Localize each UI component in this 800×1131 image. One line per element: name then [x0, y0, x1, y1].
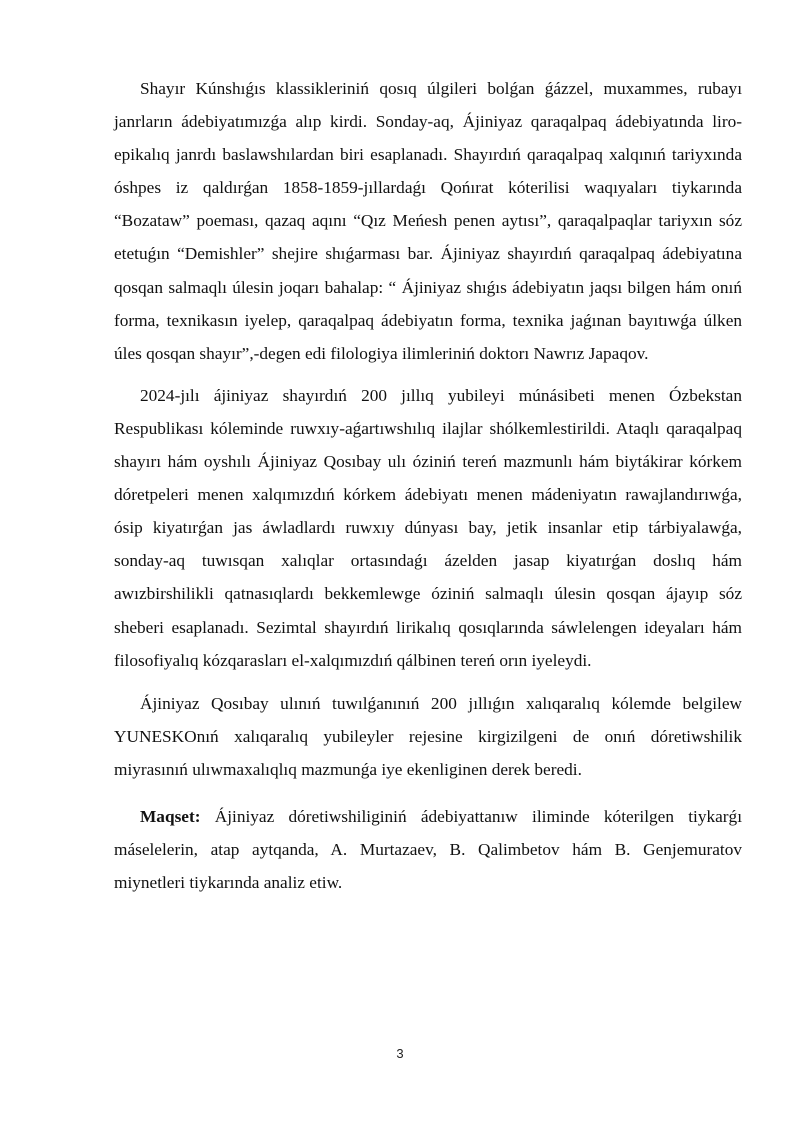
paragraph-3: Ájiniyaz Qosıbay ulınıń tuwılǵanınıń 200 jıllıǵın xalıqaralıq kólemde belgilew YUNESKOnıń xalıqaralıq yubileyler rejesine kirgizilgeni de onıń dóretiwshilik miyrasınıń ulıwmaxalıqlıq mazmunǵa iye ekenliginen derek beredi.: [114, 693, 742, 779]
paragraph-2: 2024-jılı ájiniyaz shayırdıń 200 jıllıq yubileyi múnásibeti menen Ózbekstan Respublikası kóleminde ruwxıy-aǵartıwshılıq ilajlar shólkemlestirildi. Ataqlı qaraqalpaq shayırı hám oyshılı Ájiniyaz Qosıbay ulı óziniń tereń mazmunlı hám biytákirar kórkem dóretpeleri menen xalqımızdıń kórkem ádebiyatı menen mádeniyatın rawajlandırıwǵa, ósip kiyatırǵan jas áwladlardı ruwxıy dúnyası bay, jetik insanlar etip tárbiyalawǵa, sonday-aq tuwısqan xalıqlar ortasındaǵı ázelden jasap kiyatırǵan doslıq hám awızbirshilikli qatnasıqlardı bekkemlewge óziniń salmaqlı úlesin qosqan ájayıp sóz sheberi esaplanadı. Sezimtal shayırdıń lirikalıq qosıqlarında sáwlelengen ideyaları hám filosofiyalıq kózqarasları el-xalqımızdıń qálbinen tereń orın iyeleydi.: [114, 385, 742, 670]
goal-label: Maqset:: [140, 806, 201, 826]
body-text: [114, 72, 742, 899]
page-number: 3: [396, 1046, 404, 1061]
goal-text: Ájiniyaz dóretiwshiliginiń ádebiyattanıw iliminde kóterilgen tiykarǵı máselelerin, atap aytqanda, A. Murtazaev, B. Qalimbetov hám B. Genjemuratov miynetleri tiykarında analiz etiw.: [114, 806, 742, 893]
goal-paragraph: [114, 800, 742, 899]
paragraph-1: Shayır Kúnshıǵıs klassikleriniń qosıq úlgileri bolǵan ǵázzel, muxammes, rubayı janrların ádebiyatımızǵa alıp kirdi. Sonday-aq, Ájiniyaz qaraqalpaq ádebiyatında liro-epikalıq janrdı baslawshılardan biri esaplanadı. Shayırdıń qaraqalpaq xalqınıń tariyxında óshpes iz qaldırǵan 1858-1859-jıllardaǵı Qońırat kóterilisi waqıyaları tiykarında “Bozataw” poeması, qazaq aqını “Qız Meńesh penen aytısı”, qaraqalpaqlar tariyxın sóz etetuǵın “Demishler” shejire shıǵarması bar. Ájiniyaz shayırdıń qaraqalpaq ádebiyatına qosqan salmaqlı úlesin joqarı bahalap: “ Ájiniyaz shıǵıs ádebiyatın jaqsı bilgen hám onıń forma, texnikasın iyelep, qaraqalpaq ádebiyatın forma, texnika jaǵınan bayıtıwǵa úlken úles qosqan shayır”,-degen edi filologiya ilimleriniń doktorı Nawrız Japaqov.: [114, 79, 742, 363]
